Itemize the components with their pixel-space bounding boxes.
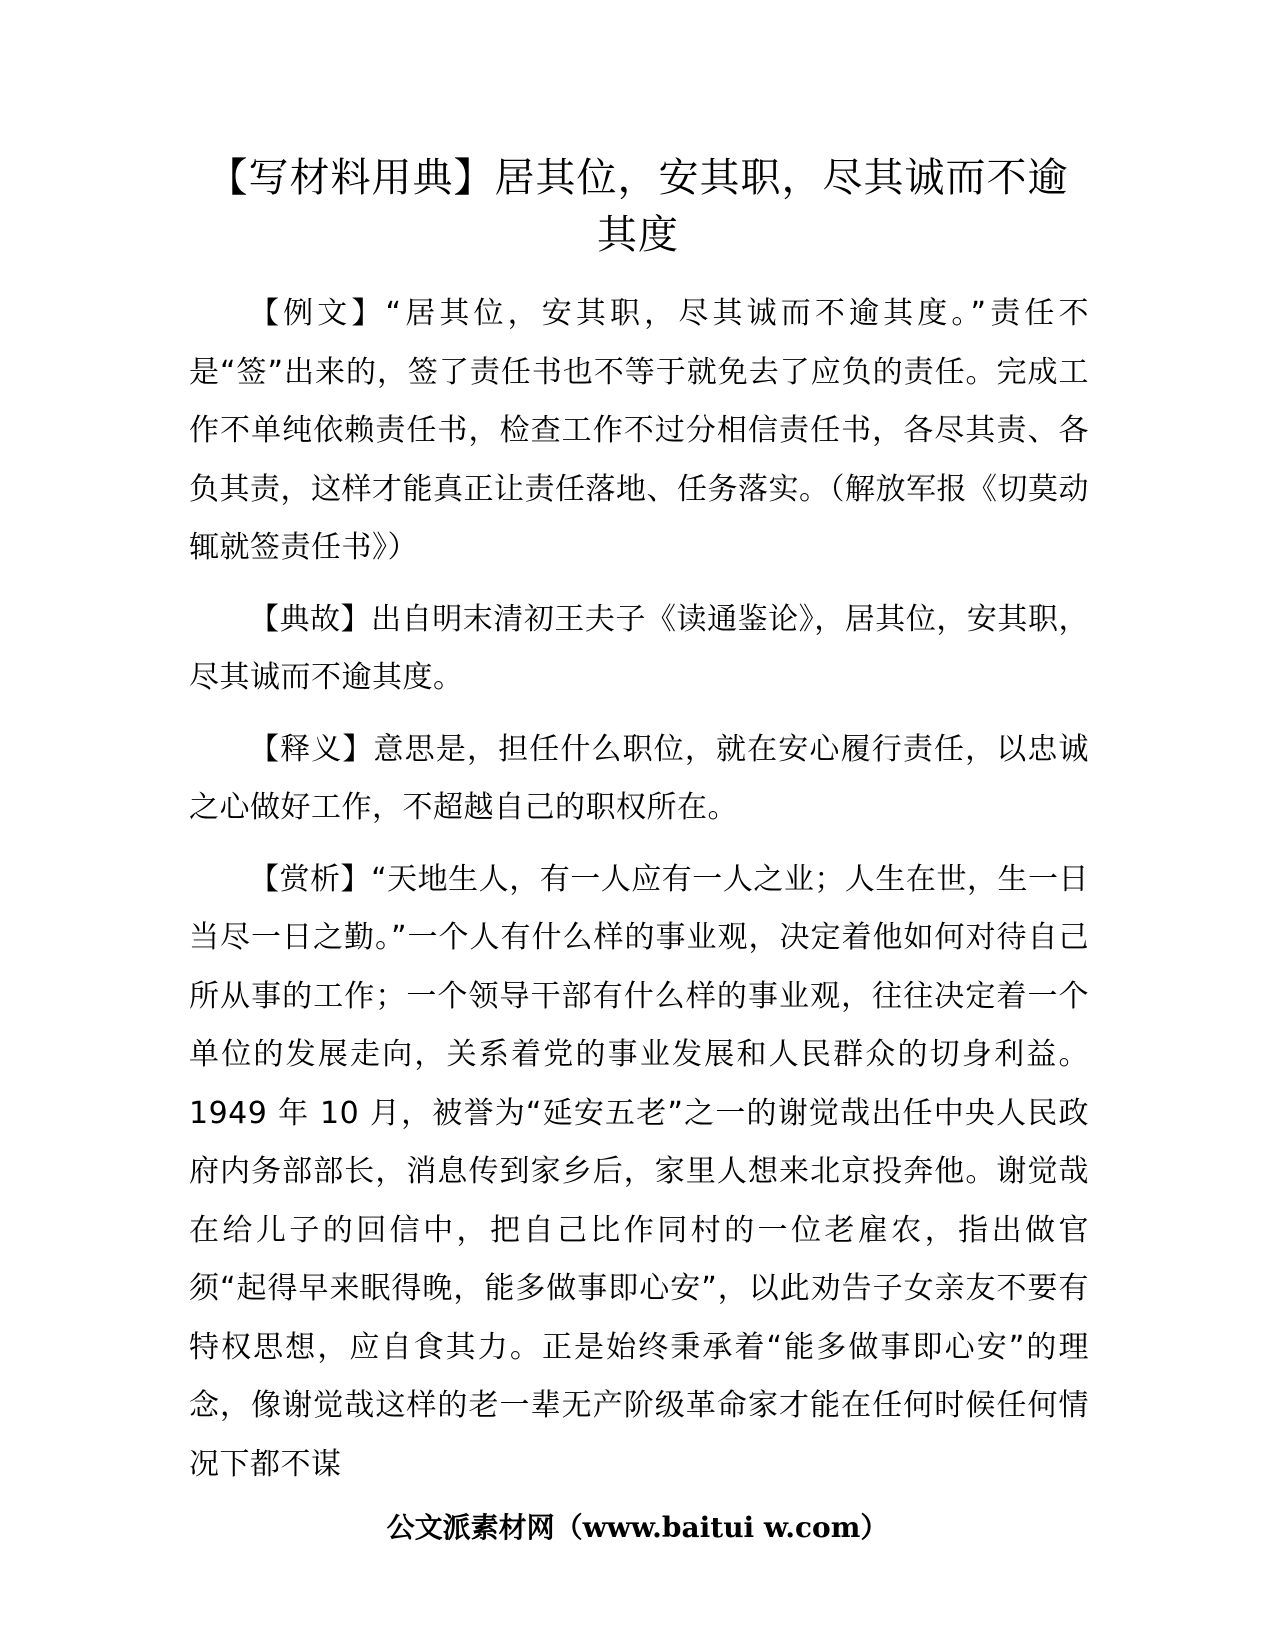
paragraph-tag: 【典故】 (249, 601, 372, 637)
paragraph-text: “居其位，安其职，尽其诚而不逾其度。”责任不是“签”出来的，签了责任书也不等于就免去了应负的责任。完成工作不单纯依赖责任书，检查工作不过分相信责任书，各尽其责、各负其责，这样才能真正让责任落地、任务落实。（解放军报《切莫动辄就签责任书》） (189, 296, 1089, 565)
paragraph-text: “天地生人，有一人应有一人之业；人生在世，生一日当尽一日之勤。”一个人有什么样的事业观，决定着他如何对待自己所从事的工作；一个领导干部有什么样的事业观，往往决定着一个单位的发展走向，关系着党的事业发展和人民群众的切身利益。1949 年 10 月，被誉为“延安五老”之一的谢觉哉出任中央人民政府内务部部长，消息传到家乡后，家里人想来北京投奔他。谢觉哉在给儿子的回信中，把自己比作同村的一位老雇农，指出做官须“起得早来眠得晚，能多做事即心安”，以此劝告子女亲友不要有特权思想，应自食其力。正是始终秉承着“能多做事即心安”的理念，像谢觉哉这样的老一辈无产阶级革命家才能在任何时候任何情况下都不谋 (189, 861, 1090, 1482)
paragraph-tag: 【例文】 (249, 296, 386, 331)
paragraph-allusion (189, 591, 1089, 708)
paragraph-appreciation (189, 851, 1089, 1495)
page-footer: 公文派素材网（www.baitui w.com） (386, 1511, 889, 1544)
paragraph-meaning (189, 721, 1089, 838)
paragraph-text: 意思是，担任什么职位，就在安心履行责任，以忠诚之心做好工作，不超越自己的职权所在。 (189, 731, 1090, 825)
paragraph-text: 出自明末清初王夫子《读通鉴论》，居其位，安其职，尽其诚而不逾其度。 (189, 601, 1090, 695)
document-title: 【写材料用典】居其位，安其职，尽其诚而不逾其度 (207, 155, 1069, 258)
paragraph-tag: 【释义】 (249, 731, 374, 767)
document-body (189, 285, 1089, 1507)
paragraph-tag: 【赏析】 (249, 861, 372, 897)
paragraph-example (189, 285, 1089, 578)
